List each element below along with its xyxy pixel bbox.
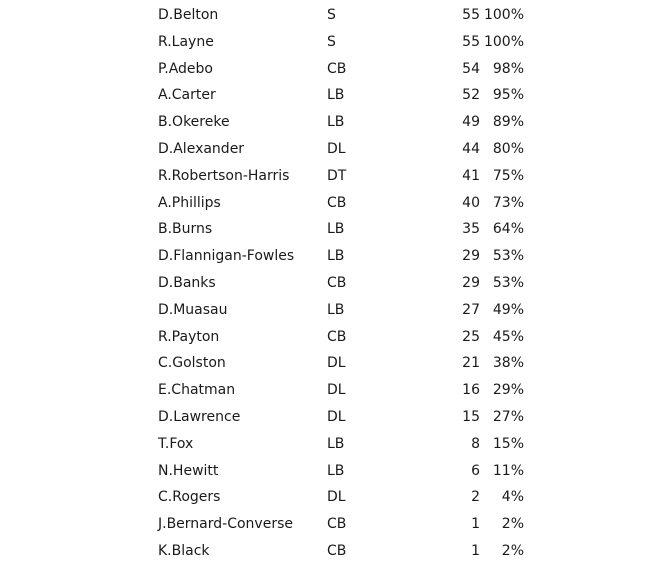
position: CB [327, 60, 347, 77]
snap-percentage: 98% [492, 60, 524, 77]
position: LB [327, 301, 345, 318]
table-row [0, 324, 662, 351]
table-row [0, 431, 662, 458]
player-name: A.Carter [158, 87, 216, 104]
table-row [0, 538, 662, 565]
snap-percentage: 49% [492, 301, 524, 318]
player-name: D.Lawrence [158, 408, 241, 425]
snap-count: 29 [462, 248, 480, 265]
snap-percentage: 89% [492, 114, 524, 131]
table-row [0, 163, 662, 190]
snap-count: 16 [462, 382, 480, 399]
player-name: E.Chatman [158, 382, 236, 399]
position: DT [327, 167, 347, 184]
player-name: N.Hewitt [158, 462, 219, 479]
table-row [0, 190, 662, 217]
snap-percentage: 80% [492, 140, 524, 157]
player-name: D.Alexander [158, 140, 245, 157]
player-name: D.Banks [158, 274, 216, 291]
table-row [0, 109, 662, 136]
snap-count: 55 [462, 33, 480, 50]
snap-percentage: 2% [501, 542, 524, 559]
player-name: D.Belton [158, 7, 219, 23]
snap-count: 40 [462, 194, 480, 211]
player-name: P.Adebo [158, 60, 213, 77]
snap-count: 15 [462, 408, 480, 425]
player-name: J.Bernard-Converse [158, 516, 293, 533]
snap-percentage: 27% [492, 408, 524, 425]
snap-count: 1 [471, 516, 480, 533]
position: LB [327, 221, 345, 238]
player-name: R.Layne [158, 33, 214, 50]
position: CB [327, 194, 347, 211]
snap-count: 1 [471, 542, 480, 559]
table-row [0, 2, 662, 29]
snap-percentage: 64% [492, 221, 524, 238]
table-row [0, 484, 662, 511]
player-name: R.Payton [158, 328, 220, 345]
position: DL [327, 140, 346, 157]
snap-count: 44 [462, 140, 480, 157]
position: LB [327, 114, 345, 131]
table-row [0, 458, 662, 485]
snap-count: 35 [462, 221, 480, 238]
snap-count: 6 [471, 462, 480, 479]
player-name: R.Robertson-Harris [158, 167, 290, 184]
player-name: B.Burns [158, 221, 213, 238]
player-name: B.Okereke [158, 114, 230, 131]
snap-percentage: 100% [483, 33, 524, 50]
snap-count: 2 [471, 489, 480, 506]
snap-percentage: 53% [492, 274, 524, 291]
snap-count: 25 [462, 328, 480, 345]
snap-count-table [0, 2, 662, 565]
snap-count: 27 [462, 301, 480, 318]
snap-count: 29 [462, 274, 480, 291]
position: CB [327, 274, 347, 291]
table-row [0, 270, 662, 297]
snap-count: 8 [471, 435, 480, 452]
table-row [0, 56, 662, 83]
table-row [0, 216, 662, 243]
table-row [0, 404, 662, 431]
table-row [0, 511, 662, 538]
snap-count: 54 [462, 60, 480, 77]
snap-percentage: 2% [501, 516, 524, 533]
position: DL [327, 355, 346, 372]
snap-percentage: 53% [492, 248, 524, 265]
snap-percentage: 75% [492, 167, 524, 184]
position: CB [327, 328, 347, 345]
position: CB [327, 542, 347, 559]
table-row [0, 297, 662, 324]
position: LB [327, 248, 345, 265]
snap-percentage: 4% [501, 489, 524, 506]
snap-percentage: 100% [483, 7, 524, 23]
table-row [0, 377, 662, 404]
table-row [0, 243, 662, 270]
player-name: K.Black [158, 542, 210, 559]
snap-percentage: 11% [492, 462, 524, 479]
position: S [327, 33, 336, 50]
table-row [0, 350, 662, 377]
position: DL [327, 408, 346, 425]
player-name: C.Rogers [158, 489, 221, 506]
snap-percentage: 15% [492, 435, 524, 452]
position: DL [327, 382, 346, 399]
snap-count: 55 [462, 7, 480, 23]
snap-percentage: 38% [492, 355, 524, 372]
position: LB [327, 87, 345, 104]
table-row [0, 82, 662, 109]
table-row [0, 29, 662, 56]
snap-count: 49 [462, 114, 480, 131]
snap-count: 41 [462, 167, 480, 184]
snap-percentage: 73% [492, 194, 524, 211]
player-name: C.Golston [158, 355, 226, 372]
snap-percentage: 45% [492, 328, 524, 345]
snap-percentage: 29% [492, 382, 524, 399]
player-name: T.Fox [158, 435, 194, 452]
position: LB [327, 462, 345, 479]
player-name: D.Flannigan-Fowles [158, 248, 295, 265]
table-row [0, 136, 662, 163]
snap-count: 21 [462, 355, 480, 372]
player-name: D.Muasau [158, 301, 228, 318]
position: S [327, 7, 336, 23]
position: DL [327, 489, 346, 506]
snap-count: 52 [462, 87, 480, 104]
position: LB [327, 435, 345, 452]
position: CB [327, 516, 347, 533]
player-name: A.Phillips [158, 194, 221, 211]
snap-percentage: 95% [492, 87, 524, 104]
